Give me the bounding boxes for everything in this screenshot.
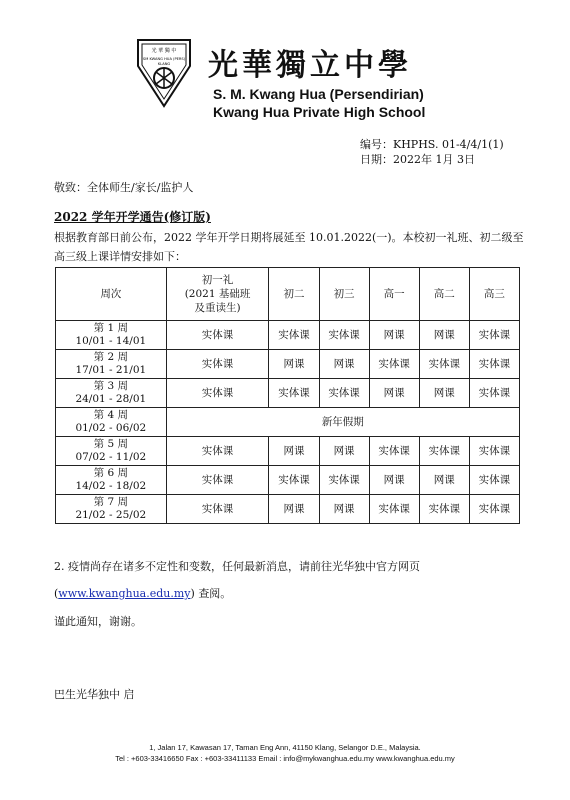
table-header-cell: 周次 [56,268,167,321]
schedule-cell: 实体课 [469,437,519,466]
svg-text:SM KWANG HUA (PERS): SM KWANG HUA (PERS) [142,57,186,61]
schedule-table [55,267,520,524]
schedule-cell: 实体课 [269,379,319,408]
week-cell [56,379,167,408]
schedule-cell: 实体课 [369,437,419,466]
schedule-cell: 实体课 [419,495,469,524]
schedule-cell: 实体课 [419,350,469,379]
note-2-suffix: 查阅。 [198,587,232,600]
schedule-cell: 实体课 [166,466,269,495]
schedule-cell: 实体课 [469,495,519,524]
holiday-cell: 新年假期 [166,408,519,437]
schedule-cell: 网课 [319,495,369,524]
schedule-cell: 实体课 [319,379,369,408]
table-header-cell: 初二 [269,268,319,321]
schedule-cell: 网课 [369,321,419,350]
table-row [56,466,520,495]
schedule-cell: 实体课 [166,379,269,408]
week-label: 第 5 周 [93,438,128,450]
table-row [56,408,520,437]
schedule-cell: 网课 [269,350,319,379]
week-range: 01/02 - 06/02 [75,422,147,434]
note-2-text: 2. 疫情尚存在诸多不定性和变数，任何最新消息，请前往光华独中官方网页 [54,560,420,573]
footer-address: 1, Jalan 17, Kawasan 17, Taman Eng Ann, 41150 Klang, Selangor D.E., Malaysia. [149,743,421,752]
week-label: 第 6 周 [93,467,128,479]
schedule-cell: 实体课 [469,466,519,495]
svg-text:光 華 獨 中: 光 華 獨 中 [151,48,177,54]
table-row [56,379,520,408]
week-range: 07/02 - 11/02 [75,451,147,463]
week-label: 第 1 周 [93,322,128,334]
schedule-cell: 实体课 [369,350,419,379]
table-header-cell: 高三 [469,268,519,321]
schedule-cell: 实体课 [469,321,519,350]
schedule-cell: 实体课 [469,350,519,379]
week-label: 第 3 周 [93,380,128,392]
week-cell [56,466,167,495]
schedule-cell: 网课 [419,379,469,408]
footer-contacts: Tel : +603-33416650 Fax : +603-33411133 Email : info@mykwanghua.edu.my www.kwanghua.edu.my [115,754,455,763]
greeting: 敬致：全体师生/家长/监护人 [54,181,194,194]
document-date: 日期：2022年 1月 3日 [360,153,475,166]
schedule-cell: 实体课 [319,466,369,495]
week-cell [56,408,167,437]
intro-paragraph: 根据教育部日前公布，2022 学年开学日期将展延至 10.01.2022(一)。本校初一礼班、初二级至高三级上课详情安排如下： [54,231,524,263]
signature: 巴生光华独中 启 [54,688,135,701]
week-range: 17/01 - 21/01 [75,364,147,376]
schedule-cell: 实体课 [369,495,419,524]
schedule-cell: 网课 [419,321,469,350]
week-cell [56,321,167,350]
schedule-cell: 网课 [319,350,369,379]
table-header-cell: 初一礼 (2021 基础班 及重读生) [166,268,269,321]
schedule-cell: 实体课 [269,466,319,495]
week-label: 第 7 周 [93,496,128,508]
closing-line: 谨此通知，谢谢。 [54,615,142,628]
school-name-chinese: 光華獨立中學 [208,48,412,83]
note-2 [54,553,524,607]
schedule-cell: 网课 [369,379,419,408]
week-label: 第 2 周 [93,351,128,363]
schedule-cell: 网课 [319,437,369,466]
week-range: 14/02 - 18/02 [75,480,147,492]
table-row [56,321,520,350]
table-header-cell: 高一 [369,268,419,321]
table-header-cell: 高二 [419,268,469,321]
week-cell [56,495,167,524]
schedule-cell: 实体课 [166,350,269,379]
schedule-cell: 实体课 [269,321,319,350]
table-row [56,350,520,379]
table-row [56,495,520,524]
week-range: 21/02 - 25/02 [75,509,147,521]
week-label: 第 4 周 [93,409,128,421]
schedule-cell: 网课 [269,495,319,524]
schedule-cell: 实体课 [166,321,269,350]
schedule-cell: 网课 [419,466,469,495]
school-name-english: Kwang Hua Private High School [213,104,426,120]
schedule-cell: 实体课 [319,321,369,350]
schedule-cell: 实体课 [419,437,469,466]
school-name-english-malay: S. M. Kwang Hua (Persendirian) [213,86,424,102]
table-header-row [56,268,520,321]
schedule-cell: 实体课 [469,379,519,408]
table-header-cell: 初三 [319,268,369,321]
reference-number: 编号：KHPHS. 01-4/4/1(1) [360,138,504,151]
notice-title: 2022 学年开学通告(修订版) [54,210,211,224]
svg-text:KLANG: KLANG [157,62,171,66]
note-2-link-wrapper: (www.kwanghua.edu.my) [54,587,195,600]
week-range: 24/01 - 28/01 [75,393,147,405]
schedule-cell: 网课 [269,437,319,466]
table-row [56,437,520,466]
week-cell [56,350,167,379]
schedule-cell: 实体课 [166,437,269,466]
week-cell [56,437,167,466]
schedule-cell: 网课 [369,466,419,495]
schedule-cell: 实体课 [166,495,269,524]
website-link[interactable]: www.kwanghua.edu.my [58,587,191,600]
school-logo [132,36,196,110]
week-range: 10/01 - 14/01 [75,335,147,347]
